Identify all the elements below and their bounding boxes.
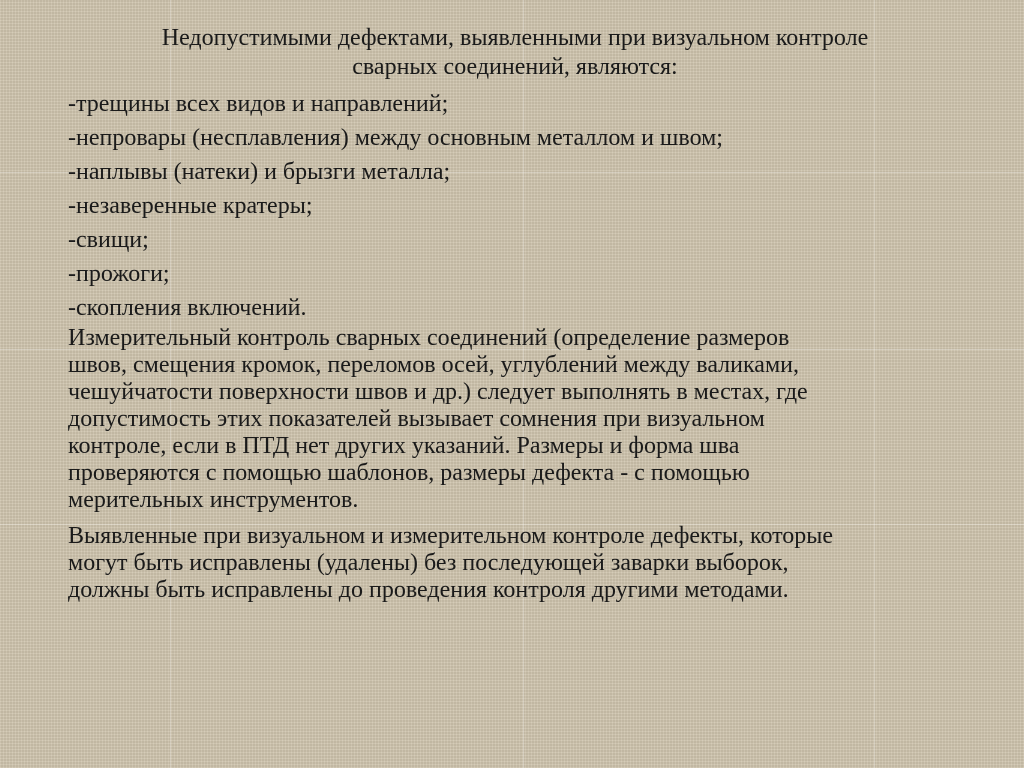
list-item: -свищи;: [68, 227, 149, 253]
list-item: -прожоги;: [68, 261, 170, 287]
defects-list: [68, 87, 968, 325]
paragraph-line: проверяются с помощью шаблонов, размеры дефекта - с помощью: [68, 460, 750, 486]
paragraph-line: должны быть исправлены до проведения контроля другими методами.: [68, 577, 789, 603]
paragraph-line: мерительных инструментов.: [68, 487, 359, 513]
list-item: -скопления включений.: [68, 295, 307, 321]
paragraph-line: Выявленные при визуальном и измерительном контроле дефекты, которые: [68, 523, 834, 549]
slide-title-line: сварных соединений, являются:: [352, 54, 678, 80]
paragraph-line: могут быть исправлены (удалены) без последующей заварки выборок,: [68, 550, 789, 576]
list-item: -непровары (несплавления) между основным металлом и швом;: [68, 125, 723, 151]
paragraph-line: Измерительный контроль сварных соединений (определение размеров: [68, 325, 790, 351]
measurement-control-paragraph: [68, 325, 988, 514]
paragraph-line: швов, смещения кромок, переломов осей, углублений между валиками,: [68, 352, 799, 378]
defect-correction-paragraph: [68, 523, 988, 604]
list-item: -наплывы (натеки) и брызги металла;: [68, 159, 451, 185]
paragraph-line: допустимость этих показателей вызывает сомнения при визуальном: [68, 406, 765, 432]
slide-title: [90, 24, 940, 82]
slide-title-line: Недопустимыми дефектами, выявленными при визуальном контроле: [161, 25, 869, 51]
paragraph-line: контроле, если в ПТД нет других указаний. Размеры и форма шва: [68, 433, 740, 459]
list-item: -незаверенные кратеры;: [68, 193, 313, 219]
list-item: -трещины всех видов и направлений;: [68, 91, 449, 117]
paragraph-line: чешуйчатости поверхности швов и др.) следует выполнять в местах, где: [68, 379, 808, 405]
